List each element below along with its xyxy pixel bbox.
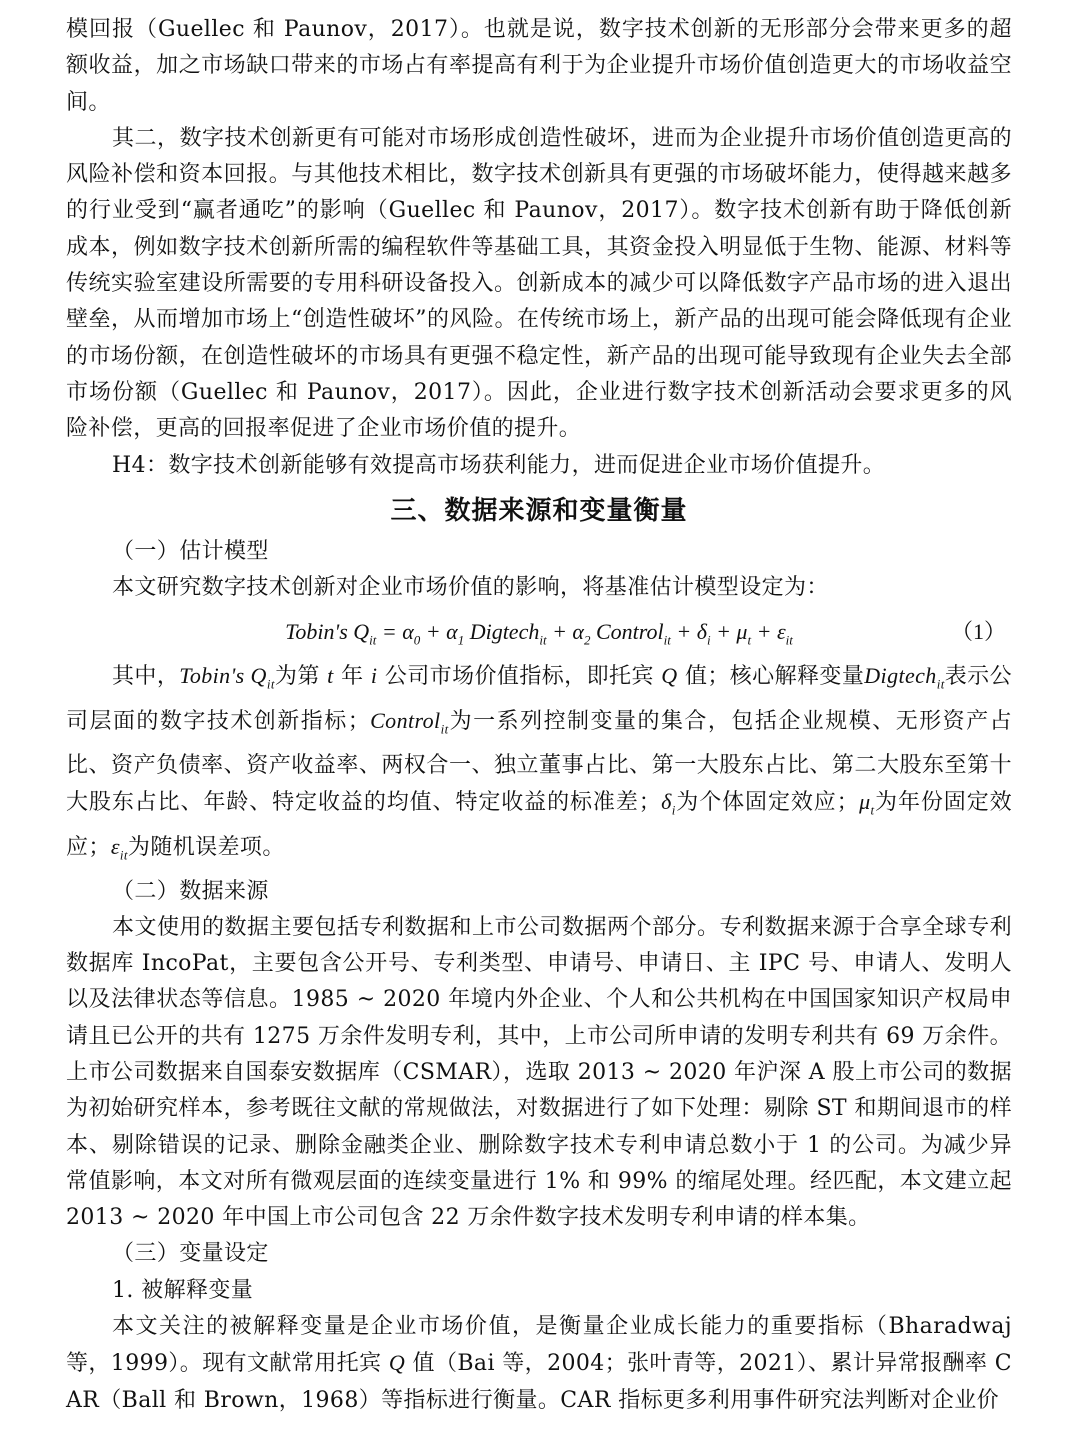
section-title: 三、数据来源和变量衡量 xyxy=(390,495,688,526)
subsection-title-data: （二）数据来源 xyxy=(112,878,269,904)
model-explanation: 其中，Tobin's $Q_{it}$为第 t 年 i 公司市场价值指标，即托宾 Q 值；核心解释变量Digtech$_{it}$表示公司层面的数字技术创新指标；Control$_{it}$为一系列控制变量的集合，包括企业规模、无形资产占比、资产负债率、资产收益率、两权合一、独立董事占比、第一大股东占比、第二大股东至第十大股东占比、年龄、特定收益的均值、特定收益的标准差；$\delta_i$为个体固定效应；$\mu_t$为年份固定效应；$\varepsilon_{it}$为随机误差项。 xyxy=(66,663,1013,863)
equation-number: （1） xyxy=(950,619,1006,645)
paper-page xyxy=(66,12,1012,1419)
subsection-title-model: （一）估计模型 xyxy=(112,538,269,564)
paragraph-continuation: 模回报（Guellec 和 Paunov，2017）。也就是说，数字技术创新的无形部分会带来更多的超额收益，加之市场缺口带来的市场占有率提高有利于为企业提升市场价值创造更大的市场收益空间。 xyxy=(66,17,1012,115)
hypothesis-h4: H4：数字技术创新能够有效提高市场获利能力，进而促进企业市场价值提升。 xyxy=(112,452,886,478)
data-source-paragraph: 本文使用的数据主要包括专利数据和上市公司数据两个部分。专利数据来源于合享全球专利数据库 IncoPat，主要包含公开号、专利类型、申请号、申请日、主 IPC 号、申请人、发明人以及法律状态等信息。1985 ~ 2020 年境内外企业、个人和公共机构在中国国家知识产权局申请且已公开的共有 1275 万余件发明专利，其中，上市公司所申请的发明专利共有 69 万余件。上市公司数据来自国泰安数据库（CSMAR），选取 2013 ~ 2020 年沪深 A 股上市公司的数据为初始研究样本，参考既往文献的常规做法，对数据进行了如下处理：剔除 ST 和期间退市的样本、剔除错误的记录、删除金融类企业、删除数字技术专利申请总数小于 1 的公司。为减少异常值影响，本文对所有微观层面的连续变量进行 1% 和 99% 的缩尾处理。经匹配，本文建立起 2013 ~ 2020 年中国上市公司包含 22 万余件数字技术发明专利申请的样本集。 xyxy=(66,914,1012,1231)
model-intro: 本文研究数字技术创新对企业市场价值的影响，将基准估计模型设定为： xyxy=(112,575,829,601)
formula-lhs: Tobin's Q xyxy=(285,619,370,645)
subsection-title-variables: （三）变量设定 xyxy=(112,1241,269,1267)
item-dependent-variable: 1. 被解释变量 xyxy=(112,1277,254,1303)
dependent-variable-paragraph: 本文关注的被解释变量是企业市场价值，是衡量企业成长能力的重要指标（Bharadwaj 等，1999）。现有文献常用托宾 Q 值（Bai 等，2004；张叶青等，2021）、累计异常报酬率 CAR（Ball 和 Brown，1968）等指标进行衡量。CAR 指标更多利用事件研究法判断对企业价 xyxy=(66,1314,1012,1413)
equation-1: Tobin's $Q_{it} = \alpha_0 + \alpha_1$ Digtech$_{it}$ + $\alpha_2$ Control$_{it}$ + $\delta_i + \mu_t + \varepsilon_{it}$ （1） xyxy=(66,606,1012,658)
paragraph-second-mechanism: 其二，数字技术创新更有可能对市场形成创造性破坏，进而为企业提升市场价值创造更高的风险补偿和资本回报。与其他技术相比，数字技术创新具有更强的市场破坏能力，使得越来越多的行业受到“赢者通吃”的影响（Guellec 和 Paunov，2017）。数字技术创新有助于降低创新成本，例如数字技术创新所需的编程软件等基础工具，其资金投入明显低于生物、能源、材料等传统实验室建设所需要的专用科研设备投入。创新成本的减少可以降低数字产品市场的进入退出壁垒，从而增加市场上“创造性破坏”的风险。在传统市场上，新产品的出现可能会降低现有企业的市场份额，在创造性破坏的市场具有更强不稳定性，新产品的出现可能导致现有企业失去全部市场份额（Guellec 和 Paunov，2017）。因此，企业进行数字技术创新活动会要求更多的风险补偿，更高的回报率促进了企业市场价值的提升。 xyxy=(66,125,1012,442)
